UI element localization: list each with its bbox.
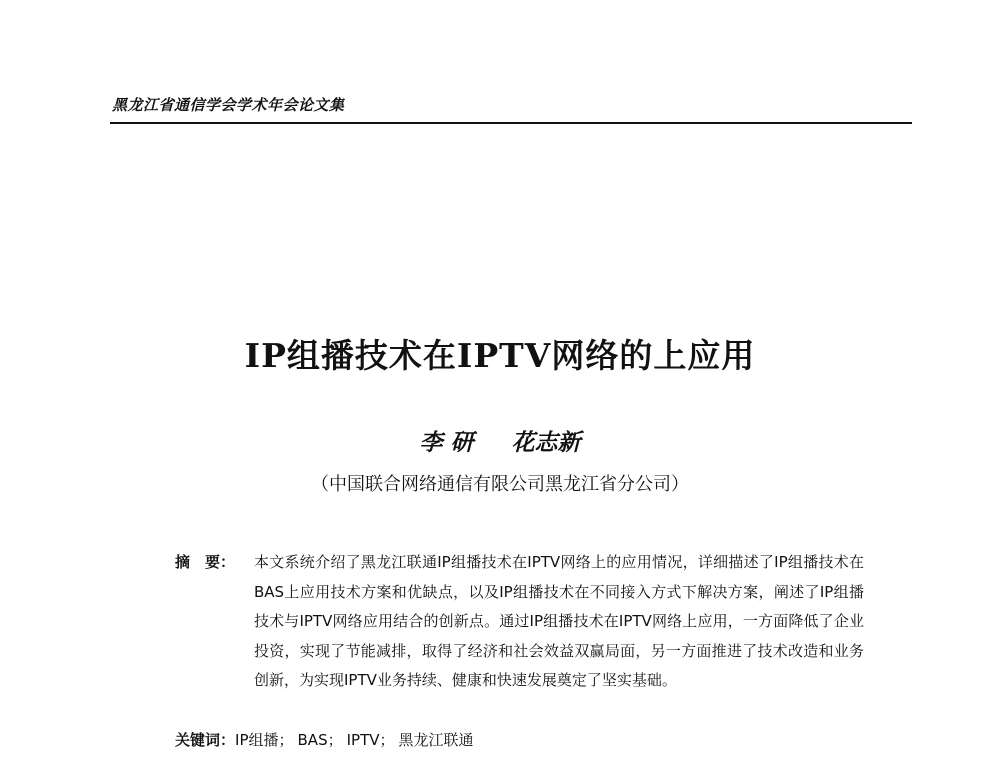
keyword: IPTV: [346, 731, 380, 749]
abstract-label: 摘 要：: [175, 553, 236, 571]
keywords-label: 关键词：: [175, 731, 236, 749]
keyword: 黑龙江联通: [398, 731, 474, 749]
keyword: BAS: [297, 731, 328, 749]
keyword-separator: ；: [278, 731, 294, 749]
author-name: 花志新: [511, 429, 581, 456]
abstract-text: 本文系统介绍了黑龙江联通IP组播技术在IPTV网络上的应用情况，详细描述了IP组播技术在BAS上应用技术方案和优缺点，以及IP组播技术在不同接入方式下解决方案，阐述了IP组播技术与IPTV网络应用结合的创新点。通过IP组播技术在IPTV网络上应用，一方面降低了企业投资，实现了节能减排，取得了经济和社会效益双赢局面，另一方面推进了技术改造和业务创新，为实现IPTV业务持续、健康和快速发展奠定了坚实基础。: [254, 553, 864, 689]
running-header: 黑龙江省通信学会学术年会论文集: [112, 96, 345, 114]
author-name: 李 研: [419, 429, 474, 456]
author-list: [0, 424, 1000, 457]
affiliation: （中国联合网络通信有限公司黑龙江省分公司）: [311, 474, 689, 495]
header-rule: [110, 122, 912, 124]
paper-title: IP组播技术在IPTV网络的上应用: [244, 336, 756, 375]
keyword-separator: ；: [379, 731, 395, 749]
keyword-separator: ；: [327, 731, 343, 749]
abstract-block: [175, 548, 875, 696]
keywords-block: [175, 729, 474, 750]
keyword: IP组播: [235, 731, 279, 749]
